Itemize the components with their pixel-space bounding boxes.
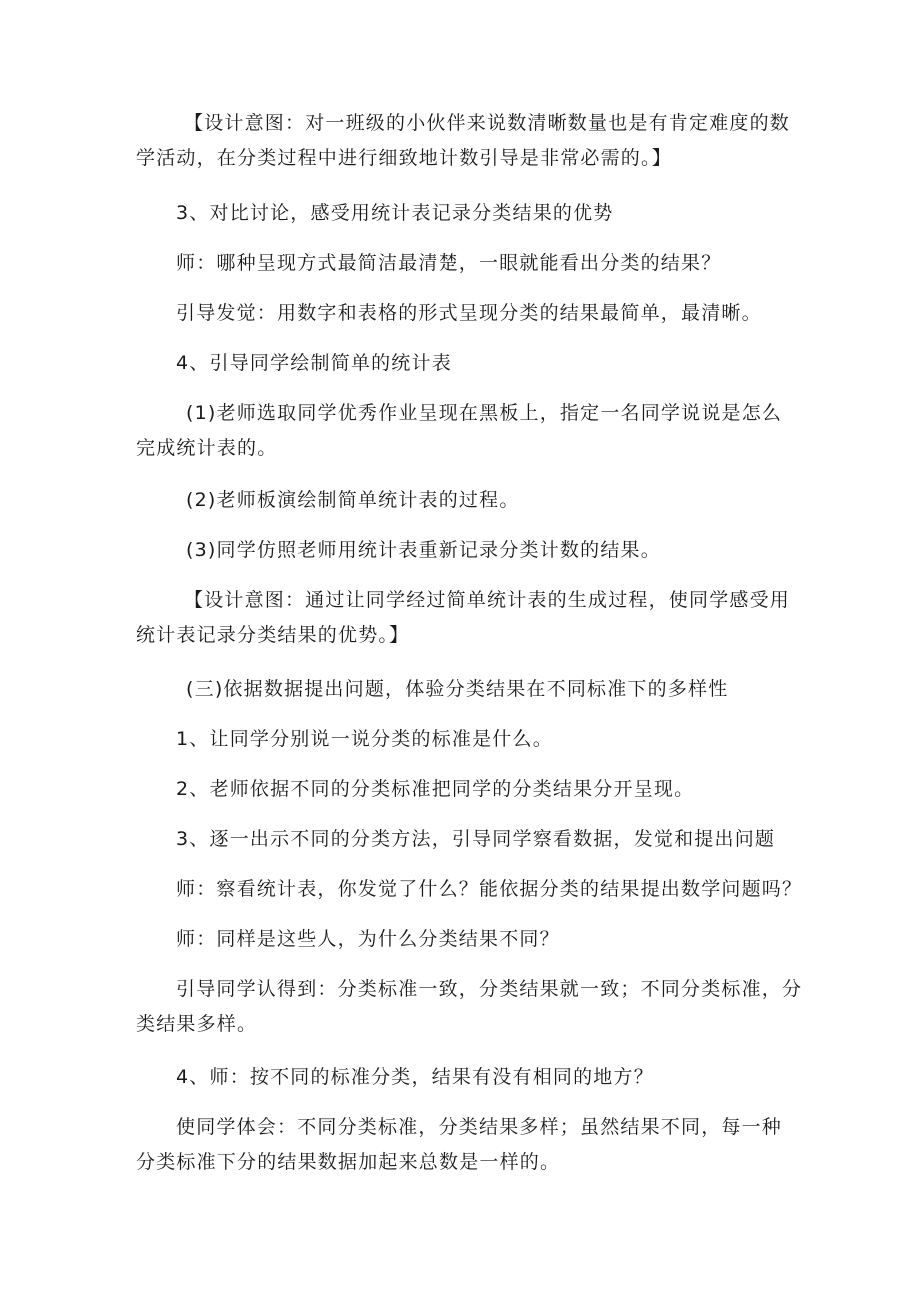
text-line: 统计表记录分类结果的优势。】 — [136, 624, 410, 646]
text-line: 【设计意图：通过让同学经过简单统计表的生成过程，使同学感受用 — [184, 589, 791, 611]
text-line: (2)老师板演绘制简单统计表的过程。 — [186, 489, 520, 511]
step-3-heading — [176, 196, 614, 231]
text-line: 【设计意图：对一班级的小伙伴来说数清晰数量也是有肯定难度的数 — [184, 112, 791, 134]
text-line: (三)依据数据提出问题，体验分类结果在不同标准下的多样性 — [186, 678, 729, 700]
substep-3 — [186, 533, 661, 568]
text-line: (1)老师选取同学优秀作业呈现在黑板上，指定一名同学说说是怎么 — [186, 402, 783, 424]
text-line: 类结果多样。 — [136, 1013, 258, 1035]
text-line: 使同学体会：不同分类标准，分类结果多样；虽然结果不同，每一种 — [176, 1116, 783, 1138]
text-line: 4、引导同学绘制简单的统计表 — [176, 352, 452, 374]
text-line: 师：同样是这些人，为什么分类结果不同？ — [176, 928, 560, 950]
section-3-step-4 — [176, 1060, 654, 1095]
text-line: 引导发觉：用数字和表格的形式呈现分类的结果最简单，最清晰。 — [176, 302, 762, 324]
text-line: 2、老师依据不同的分类标准把同学的分类结果分开呈现。 — [176, 778, 695, 800]
text-line: 引导同学认得到：分类标准一致，分类结果就一致；不同分类标准，分 — [176, 978, 803, 1000]
teacher-question-1 — [176, 246, 721, 281]
section-3-heading — [186, 672, 728, 707]
text-line: 师：察看统计表，你发觉了什么？能依据分类的结果提出数学问题吗？ — [176, 878, 803, 900]
section-3-step-2 — [176, 772, 694, 807]
teacher-question-2 — [176, 872, 802, 907]
text-line: 3、对比讨论，感受用统计表记录分类结果的优势 — [176, 202, 614, 224]
text-line: 3、逐一出示不同的分类方法，引导同学察看数据，发觉和提出问题 — [176, 828, 776, 850]
substep-2 — [186, 483, 520, 518]
guide-understanding — [136, 972, 803, 1042]
section-3-step-1 — [176, 722, 553, 757]
text-line: 师：哪种呈现方式最简洁最清楚，一眼就能看出分类的结果？ — [176, 252, 722, 274]
text-line: 完成统计表的。 — [136, 437, 278, 459]
text-line: (3)同学仿照老师用统计表重新记录分类计数的结果。 — [186, 539, 661, 561]
text-line: 学活动，在分类过程中进行细致地计数引导是非常必需的。】 — [136, 147, 672, 169]
step-4-heading — [176, 346, 452, 381]
substep-1 — [136, 396, 783, 466]
teacher-question-3 — [176, 922, 560, 957]
text-line: 1、让同学分别说一说分类的标准是什么。 — [176, 728, 553, 750]
design-intent-note-2 — [136, 583, 791, 653]
student-reflection — [136, 1110, 783, 1180]
text-line: 分类标准下分的结果数据加起来总数是一样的。 — [136, 1151, 561, 1173]
text-line: 4、师：按不同的标准分类，结果有没有相同的地方？ — [176, 1066, 654, 1088]
section-3-step-3 — [176, 822, 775, 857]
design-intent-note-1 — [136, 106, 791, 176]
guide-discovery — [176, 296, 762, 331]
